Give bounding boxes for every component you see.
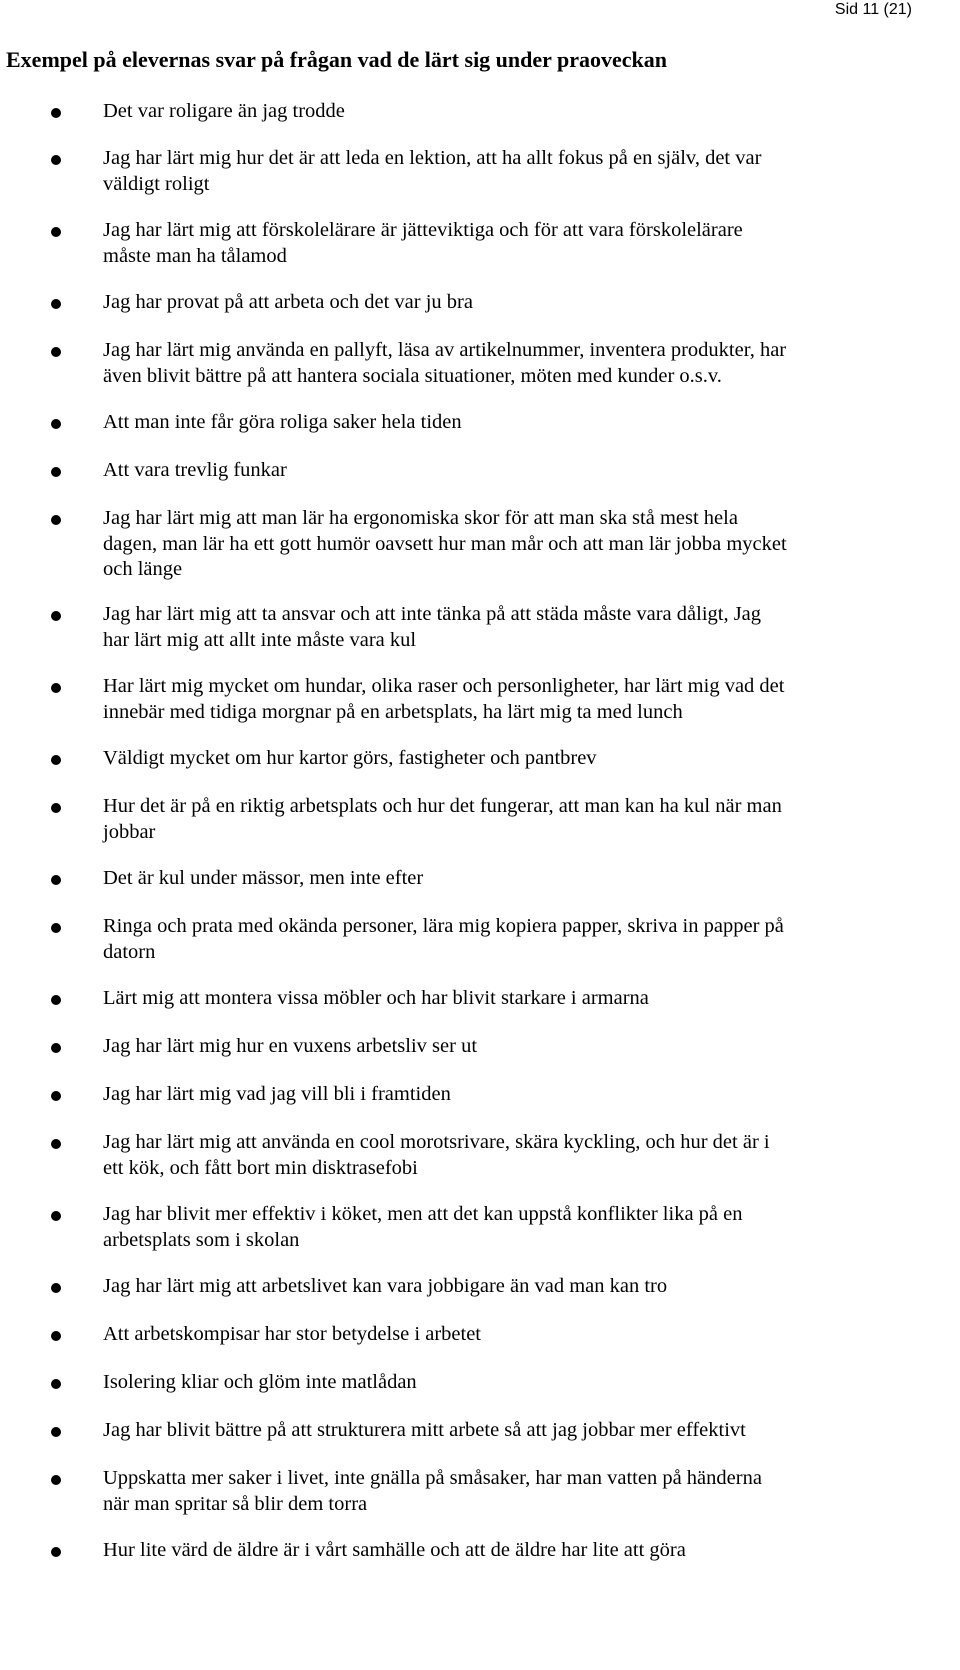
bullet-icon	[51, 1427, 61, 1437]
bullet-icon	[51, 923, 61, 933]
answer-line: Jag har lärt mig att man lär ha ergonomiska skor för att man ska stå mest hela	[103, 507, 738, 529]
answer-text	[103, 1034, 958, 1060]
answer-text	[103, 458, 958, 484]
answer-text	[103, 1538, 958, 1564]
bullet-icon	[51, 1139, 61, 1149]
answer-line: Hur det är på en riktig arbetsplats och hur det fungerar, att man kan ha kul när man	[103, 795, 782, 817]
answer-text	[103, 1130, 958, 1181]
bullet-icon	[51, 108, 61, 118]
answer-line: Att arbetskompisar har stor betydelse i arbetet	[103, 1323, 481, 1345]
answer-line: Väldigt mycket om hur kartor görs, fastigheter och pantbrev	[103, 747, 597, 769]
answer-text	[103, 146, 958, 197]
answer-text	[103, 1274, 958, 1300]
answer-line: datorn	[103, 940, 156, 963]
bullet-icon	[51, 995, 61, 1005]
bullet-icon	[51, 155, 61, 165]
answer-text	[103, 506, 958, 583]
answer-text	[103, 338, 958, 389]
bullet-icon	[51, 515, 61, 525]
bullet-icon	[51, 227, 61, 237]
answer-line: har lärt mig att allt inte måste vara kul	[103, 628, 417, 651]
answer-line: Jag har blivit mer effektiv i köket, men att det kan uppstå konflikter lika på en	[103, 1203, 743, 1225]
answer-text	[103, 218, 958, 269]
answer-text	[103, 1466, 958, 1517]
answer-line: och länge	[103, 558, 183, 581]
answer-text	[103, 794, 958, 845]
answer-line: Jag har lärt mig använda en pallyft, läsa av artikelnummer, inventera produkter, har	[103, 339, 787, 361]
answer-line: Att man inte får göra roliga saker hela tiden	[103, 411, 462, 433]
answer-text	[103, 914, 958, 965]
answer-line: Ringa och prata med okända personer, lära mig kopiera papper, skriva in papper på	[103, 915, 784, 937]
answer-line: Det är kul under mässor, men inte efter	[103, 867, 424, 889]
answer-text	[103, 746, 958, 772]
answer-text	[103, 410, 958, 436]
answer-line: Isolering kliar och glöm inte matlådan	[103, 1371, 417, 1393]
answer-text	[103, 1418, 958, 1444]
answer-line: innebär med tidiga morgnar på en arbetsplats, ha lärt mig ta med lunch	[103, 700, 683, 723]
bullet-icon	[51, 1283, 61, 1293]
answer-text	[103, 290, 958, 316]
answer-line: Lärt mig att montera vissa möbler och har blivit starkare i armarna	[103, 987, 649, 1009]
answer-line: väldigt roligt	[103, 172, 210, 195]
answer-text	[103, 674, 958, 725]
answer-line: Uppskatta mer saker i livet, inte gnälla på småsaker, har man vatten på händerna	[103, 1467, 762, 1489]
answer-line: även blivit bättre på att hantera sociala situationer, möten med kunder o.s.v.	[103, 364, 722, 387]
bullet-icon	[51, 1331, 61, 1341]
bullet-icon	[51, 875, 61, 885]
bullet-icon	[51, 755, 61, 765]
answer-line: måste man ha tålamod	[103, 244, 287, 267]
page-heading: Exempel på elevernas svar på frågan vad de lärt sig under praoveckan	[6, 47, 668, 72]
answer-text	[103, 1370, 958, 1396]
bullet-icon	[51, 467, 61, 477]
bullet-icon	[51, 419, 61, 429]
answer-line: dagen, man lär ha ett gott humör oavsett hur man mår och att man lär jobba mycket	[103, 532, 787, 555]
bullet-icon	[51, 1043, 61, 1053]
answer-line: Jag har provat på att arbeta och det var ju bra	[103, 291, 473, 313]
answer-line: Jag har lärt mig att använda en cool morotsrivare, skära kyckling, och hur det är i	[103, 1131, 770, 1153]
answer-text	[103, 99, 958, 125]
answer-line: Jag har lärt mig att ta ansvar och att inte tänka på att städa måste vara dåligt, Jag	[103, 603, 762, 625]
page-number: Sid 11 (21)	[834, 1, 912, 18]
bullet-icon	[51, 611, 61, 621]
bullet-icon	[51, 1091, 61, 1101]
answer-line: jobbar	[103, 820, 156, 843]
answer-text	[103, 866, 958, 892]
answer-line: Det var roligare än jag trodde	[103, 100, 345, 122]
answer-line: Jag har lärt mig att förskolelärare är jätteviktiga och för att vara förskolelärare	[103, 219, 743, 241]
answer-line: Jag har lärt mig vad jag vill bli i framtiden	[103, 1083, 451, 1105]
answer-line: Jag har blivit bättre på att strukturera mitt arbete så att jag jobbar mer effektivt	[103, 1419, 746, 1441]
bullet-icon	[51, 1547, 61, 1557]
answer-line: Jag har lärt mig hur en vuxens arbetsliv ser ut	[103, 1035, 478, 1057]
bullet-icon	[51, 803, 61, 813]
bullet-icon	[51, 347, 61, 357]
answer-line: arbetsplats som i skolan	[103, 1228, 300, 1251]
answer-line: Jag har lärt mig att arbetslivet kan vara jobbigare än vad man kan tro	[103, 1275, 668, 1297]
answer-line: när man spritar så blir dem torra	[103, 1492, 368, 1515]
answer-text	[103, 1322, 958, 1348]
answer-line: Hur lite värd de äldre är i vårt samhälle och att de äldre har lite att göra	[103, 1539, 686, 1561]
answer-text	[103, 986, 958, 1012]
bullet-icon	[51, 1475, 61, 1485]
bullet-icon	[51, 1379, 61, 1389]
bullet-icon	[51, 683, 61, 693]
bullet-icon	[51, 1211, 61, 1221]
answer-text	[103, 1082, 958, 1108]
answer-text	[103, 602, 958, 653]
answer-line: Jag har lärt mig hur det är att leda en lektion, att ha allt fokus på en själv, det var	[103, 147, 762, 169]
answer-line: ett kök, och fått bort min disktrasefobi	[103, 1156, 418, 1179]
answer-line: Har lärt mig mycket om hundar, olika raser och personligheter, har lärt mig vad det	[103, 675, 785, 697]
answer-line: Att vara trevlig funkar	[103, 459, 287, 481]
answer-text	[103, 1202, 958, 1253]
bullet-icon	[51, 299, 61, 309]
